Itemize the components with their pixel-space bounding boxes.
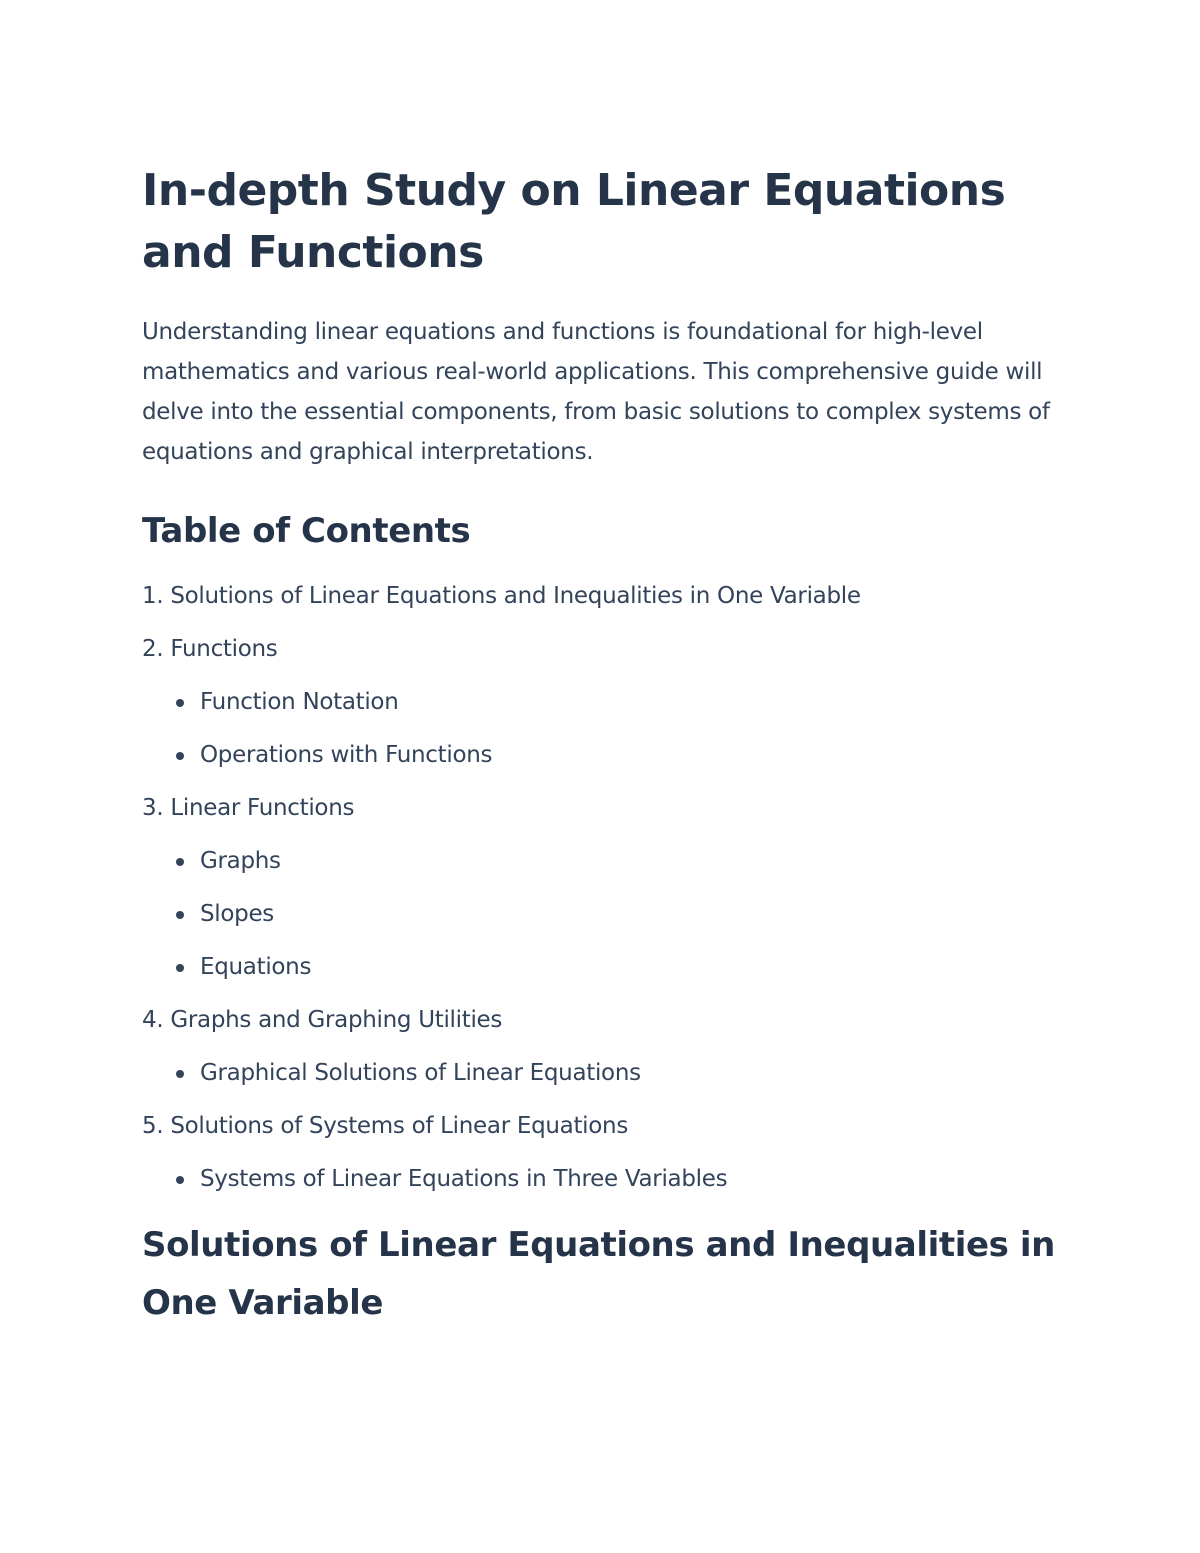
toc-link-equations[interactable]: Equations — [200, 954, 312, 980]
bullet-icon — [176, 911, 184, 919]
toc-link-graphs-and-graphing-utilities[interactable]: 4. Graphs and Graphing Utilities — [142, 1007, 503, 1033]
intro-paragraph: Understanding linear equations and functions is foundational for high-level mathematics and various real-world applications. This comprehensive guide will delve into the essential components, from basic solutions to complex systems of equations and graphical interpretations. — [142, 319, 1050, 465]
toc-link-functions[interactable]: 2. Functions — [142, 636, 278, 662]
toc-subentry — [172, 888, 1072, 941]
toc-subentry — [172, 729, 1072, 782]
toc-link-function-notation[interactable]: Function Notation — [200, 689, 399, 715]
toc-heading: Table of Contents — [142, 511, 471, 551]
toc-link-systems-of-linear-equations[interactable]: 5. Solutions of Systems of Linear Equations — [142, 1113, 629, 1139]
table-of-contents — [142, 570, 1072, 1206]
toc-entry-2 — [142, 623, 1072, 782]
bullet-icon — [176, 699, 184, 707]
bullet-icon — [176, 752, 184, 760]
toc-sublist-linear-functions — [142, 835, 1072, 994]
toc-entry-3 — [142, 782, 1072, 994]
toc-subentry — [172, 676, 1072, 729]
toc-subentry — [172, 1047, 1072, 1100]
section-heading: Solutions of Linear Equations and Inequalities in One Variable — [142, 1225, 1055, 1323]
bullet-icon — [176, 858, 184, 866]
toc-link-three-variables[interactable]: Systems of Linear Equations in Three Variables — [200, 1166, 728, 1192]
toc-link-graphs[interactable]: Graphs — [200, 848, 281, 874]
bullet-icon — [176, 964, 184, 972]
toc-link-graphical-solutions[interactable]: Graphical Solutions of Linear Equations — [200, 1060, 641, 1086]
document-page — [142, 160, 1072, 1332]
toc-entry-1 — [142, 570, 1072, 623]
toc-entry-4 — [142, 994, 1072, 1100]
bullet-icon — [176, 1070, 184, 1078]
toc-entry-5 — [142, 1100, 1072, 1206]
toc-subentry — [172, 835, 1072, 888]
toc-subentry — [172, 941, 1072, 994]
bullet-icon — [176, 1176, 184, 1184]
toc-link-slopes[interactable]: Slopes — [200, 901, 274, 927]
toc-link-linear-functions[interactable]: 3. Linear Functions — [142, 795, 355, 821]
page-title: In-depth Study on Linear Equations and Functions — [142, 165, 1006, 278]
toc-subentry — [172, 1153, 1072, 1206]
toc-sublist-functions — [142, 676, 1072, 782]
toc-sublist-systems — [142, 1153, 1072, 1206]
toc-sublist-graphing — [142, 1047, 1072, 1100]
toc-link-operations-with-functions[interactable]: Operations with Functions — [200, 742, 493, 768]
toc-link-solutions-one-variable[interactable]: 1. Solutions of Linear Equations and Inequalities in One Variable — [142, 583, 861, 609]
